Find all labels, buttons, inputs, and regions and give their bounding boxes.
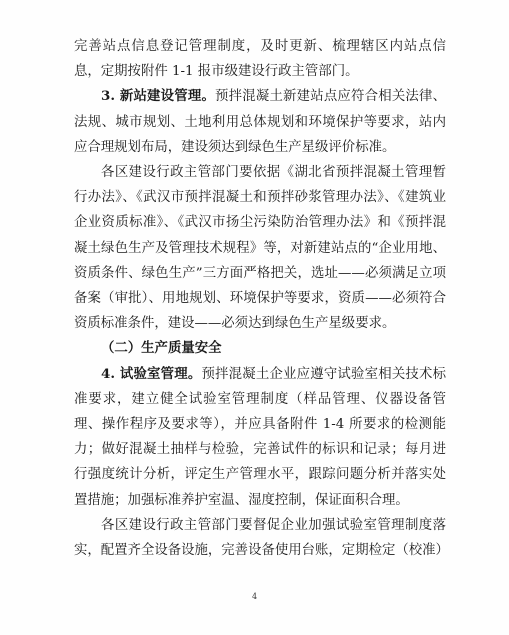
item-heading-lab: 4. 试验室管理。	[101, 365, 202, 382]
paragraph-site-info: 完善站点信息登记管理制度，及时更新、梳理辖区内站点信息，定期按附件 1-1 报市级建设行政主管部门。	[74, 39, 446, 80]
paragraph-new-site-management	[74, 84, 446, 160]
item-body-lab: 预拌混凝土企业应遵守试验室相关技术标准要求，建立健全试验室管理制度（样品管理、仪器设备管理、操作程序及要求等），并应具备附件 1-4 所要求的检测能力；做好混凝土抽样与检验，完善试件的标识和记录；每月进行强度统计分析，评定生产管理水平，跟踪问题分析并落实处置措施；加强标准养护室温、湿度控制，保证面积合理。	[74, 366, 447, 508]
document-body	[74, 34, 449, 563]
item-heading-new-site: 3. 新站建设管理。	[101, 88, 216, 105]
paragraph-district-review: 各区建设行政主管部门要依据《湖北省预拌混凝土管理暂行办法》、《武汉市预拌混凝土和预拌砂浆管理办法》、《建筑业企业资质标准》、《武汉市扬尘污染防治管理办法》和《预拌混凝土绿色生产及管理技术规程》等，对新建站点的“企业用地、资质条件、绿色生产”三方面严格把关，选址——必须满足立项备案（审批）、用地规划、环境保护等要求，资质——必须符合资质标准条件，建设——必须达到绿色生产星级要求。	[74, 165, 446, 332]
paragraph-district-supervision: 各区建设行政主管部门要督促企业加强试验室管理制度落实，配置齐全设备设施，完善设备使用台账，定期检定（校准）	[74, 517, 449, 559]
item-body-new-site: 预拌混凝土新建站点应符合相关法律、法规、城市规划、土地利用总体规划和环境保护等要求，站内应合理规划布局，建设须达到绿色生产星级评价标准。	[74, 89, 447, 155]
page-number: 4	[251, 592, 258, 601]
section-heading-production-quality: （二）生产质量安全	[101, 340, 222, 357]
paragraph-lab-management	[74, 362, 446, 513]
